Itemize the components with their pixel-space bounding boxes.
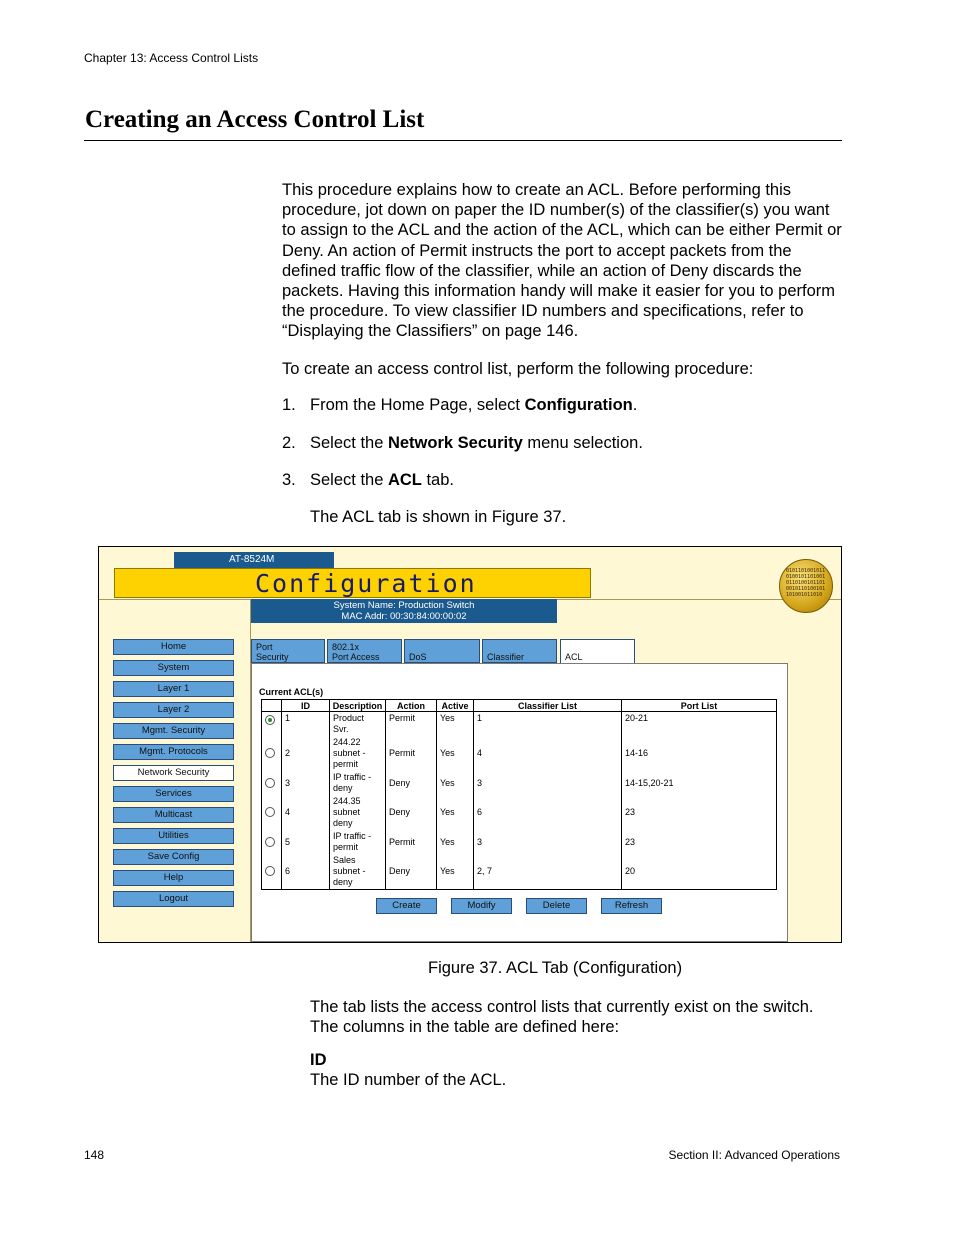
nav-layer-1[interactable]: Layer 1 bbox=[113, 681, 234, 697]
col-port-list: Port List bbox=[622, 700, 777, 712]
table-row bbox=[262, 854, 777, 890]
id-cell: 4 bbox=[282, 795, 330, 830]
description-cell: 244.35 subnet deny bbox=[330, 795, 386, 830]
classifier-cell: 3 bbox=[474, 830, 622, 854]
col-active: Active bbox=[437, 700, 474, 712]
system-name: System Name: Production Switch bbox=[333, 600, 475, 611]
current-acls-title: Current ACL(s) bbox=[259, 687, 324, 697]
col-action: Action bbox=[386, 700, 437, 712]
nav-services[interactable]: Services bbox=[113, 786, 234, 802]
nav-save-config[interactable]: Save Config bbox=[113, 849, 234, 865]
col-description: Description bbox=[330, 700, 386, 712]
action-cell: Deny bbox=[386, 795, 437, 830]
step-text: Select the bbox=[310, 471, 388, 489]
nav-network-security[interactable]: Network Security bbox=[113, 765, 234, 781]
classifier-cell: 6 bbox=[474, 795, 622, 830]
table-header-row bbox=[262, 700, 777, 712]
step-keyword: Configuration bbox=[524, 396, 633, 414]
tab-label: Classifier bbox=[487, 652, 525, 662]
nav-system[interactable]: System bbox=[113, 660, 234, 676]
active-cell: Yes bbox=[437, 712, 474, 737]
figure-caption: Figure 37. ACL Tab (Configuration) bbox=[428, 959, 683, 977]
tab-label-line1: Port bbox=[256, 642, 273, 652]
col-id: ID bbox=[282, 700, 330, 712]
active-cell: Yes bbox=[437, 854, 474, 890]
tab-label-line2: Port Access bbox=[332, 652, 380, 662]
section-title: Creating an Access Control List bbox=[85, 106, 425, 133]
tab-port-security[interactable] bbox=[251, 639, 325, 663]
action-cell: Deny bbox=[386, 771, 437, 795]
step-3 bbox=[282, 471, 454, 490]
step-text-end: . bbox=[632, 396, 638, 414]
acl-radio-button[interactable] bbox=[265, 778, 275, 788]
description-cell: IP traffic - deny bbox=[330, 771, 386, 795]
nav-home[interactable]: Home bbox=[113, 639, 234, 655]
step-number: 3. bbox=[282, 471, 296, 489]
nav-logout[interactable]: Logout bbox=[113, 891, 234, 907]
system-info-box bbox=[251, 599, 557, 623]
acl-table bbox=[261, 699, 777, 890]
select-cell bbox=[262, 771, 282, 795]
acl-radio-button[interactable] bbox=[265, 837, 275, 847]
description-cell: Sales subnet - deny bbox=[330, 854, 386, 890]
active-cell: Yes bbox=[437, 830, 474, 854]
logo-digits: 0101101001011010010110100101101001011010010110100101101001011010 bbox=[786, 568, 826, 598]
step-note: The ACL tab is shown in Figure 37. bbox=[310, 508, 567, 526]
step-text: Select the bbox=[310, 434, 388, 452]
columns-intro: The tab lists the access control lists that currently exist on the switch. The columns in the table are defined here: bbox=[310, 998, 814, 1037]
id-cell: 3 bbox=[282, 771, 330, 795]
nav-utilities[interactable]: Utilities bbox=[113, 828, 234, 844]
action-cell: Permit bbox=[386, 712, 437, 737]
table-row bbox=[262, 712, 777, 737]
running-header: Chapter 13: Access Control Lists bbox=[84, 51, 259, 65]
step-number: 1. bbox=[282, 396, 296, 414]
select-cell bbox=[262, 830, 282, 854]
description-cell: 244.22 subnet - permit bbox=[330, 736, 386, 771]
action-cell: Permit bbox=[386, 736, 437, 771]
acl-tab-screenshot bbox=[98, 546, 842, 943]
classifier-cell: 1 bbox=[474, 712, 622, 737]
active-cell: Yes bbox=[437, 771, 474, 795]
active-cell: Yes bbox=[437, 736, 474, 771]
ports-cell: 20-21 bbox=[622, 712, 777, 737]
term-definition: The ID number of the ACL. bbox=[310, 1071, 507, 1089]
table-row bbox=[262, 771, 777, 795]
tab-label-line2: Security bbox=[256, 652, 289, 662]
step-text: From the Home Page, select bbox=[310, 396, 525, 414]
tab-acl[interactable] bbox=[560, 639, 635, 664]
refresh-button[interactable]: Refresh bbox=[601, 898, 662, 914]
acl-radio-button[interactable] bbox=[265, 807, 275, 817]
procedure-intro: To create an access control list, perform the following procedure: bbox=[282, 360, 754, 378]
configuration-banner bbox=[114, 568, 591, 598]
classifier-cell: 3 bbox=[474, 771, 622, 795]
ports-cell: 14-15,20-21 bbox=[622, 771, 777, 795]
term-heading: ID bbox=[310, 1051, 327, 1069]
id-cell: 5 bbox=[282, 830, 330, 854]
col-classifier-list: Classifier List bbox=[474, 700, 622, 712]
model-label: AT-8524M bbox=[174, 552, 334, 568]
ports-cell: 14-16 bbox=[622, 736, 777, 771]
modify-button[interactable]: Modify bbox=[451, 898, 512, 914]
tab-label-line1: 802.1x bbox=[332, 642, 360, 652]
step-text-end: tab. bbox=[421, 471, 454, 489]
select-cell bbox=[262, 795, 282, 830]
classifier-cell: 2, 7 bbox=[474, 854, 622, 890]
step-keyword: ACL bbox=[387, 471, 422, 489]
tab-8021x-port-access[interactable] bbox=[327, 639, 402, 663]
step-2 bbox=[282, 434, 643, 453]
acl-radio-button[interactable] bbox=[265, 715, 275, 725]
ports-cell: 20 bbox=[622, 854, 777, 890]
table-row bbox=[262, 830, 777, 854]
banner-title: Configuration bbox=[255, 569, 477, 598]
ports-cell: 23 bbox=[622, 830, 777, 854]
action-cell: Deny bbox=[386, 854, 437, 890]
id-cell: 6 bbox=[282, 854, 330, 890]
mac-address: MAC Addr: 00:30:84:00:00:02 bbox=[341, 611, 467, 622]
nav-mgmt-security[interactable]: Mgmt. Security bbox=[113, 723, 234, 739]
nav-help[interactable]: Help bbox=[113, 870, 234, 886]
section-footer: Section II: Advanced Operations bbox=[668, 1148, 840, 1162]
title-rule bbox=[84, 140, 842, 141]
tab-label: DoS bbox=[409, 652, 427, 662]
id-cell: 1 bbox=[282, 712, 330, 737]
create-button[interactable]: Create bbox=[376, 898, 437, 914]
tab-label: ACL bbox=[565, 652, 583, 662]
select-cell bbox=[262, 736, 282, 771]
action-cell: Permit bbox=[386, 830, 437, 854]
active-cell: Yes bbox=[437, 795, 474, 830]
tab-dos[interactable] bbox=[404, 639, 480, 663]
description-cell: Product Svr. bbox=[330, 712, 386, 737]
step-text-end: menu selection. bbox=[522, 434, 643, 452]
intro-paragraph: This procedure explains how to create an ACL. Before performing this procedure, jot down on paper the ID number(s) of the classifier(s) you want to assign to the ACL and the action of the ACL, which can be either Permit or Deny. An action of Permit instructs the port to accept packets from the defined traffic flow of the classifier, while an action of Deny discards the packets. Having this information handy will make it easier for you to perform the procedure. To view classifier ID numbers and specifications, refer to “Displaying the Classifiers” on page 146. bbox=[282, 181, 842, 341]
delete-button[interactable]: Delete bbox=[526, 898, 587, 914]
nav-multicast[interactable]: Multicast bbox=[113, 807, 234, 823]
description-cell: IP traffic - permit bbox=[330, 830, 386, 854]
classifier-cell: 4 bbox=[474, 736, 622, 771]
step-keyword: Network Security bbox=[387, 434, 523, 452]
nav-layer-2[interactable]: Layer 2 bbox=[113, 702, 234, 718]
ports-cell: 23 bbox=[622, 795, 777, 830]
step-1 bbox=[282, 396, 637, 415]
table-row bbox=[262, 736, 777, 771]
globe-logo-icon bbox=[779, 559, 833, 613]
select-cell bbox=[262, 712, 282, 737]
acl-radio-button[interactable] bbox=[265, 866, 275, 876]
page-number: 148 bbox=[84, 1148, 105, 1162]
select-cell bbox=[262, 854, 282, 890]
tab-classifier[interactable] bbox=[482, 639, 557, 663]
col-select bbox=[262, 700, 282, 712]
table-row bbox=[262, 795, 777, 830]
step-number: 2. bbox=[282, 434, 296, 452]
id-cell: 2 bbox=[282, 736, 330, 771]
acl-radio-button[interactable] bbox=[265, 748, 275, 758]
nav-mgmt-protocols[interactable]: Mgmt. Protocols bbox=[113, 744, 234, 760]
